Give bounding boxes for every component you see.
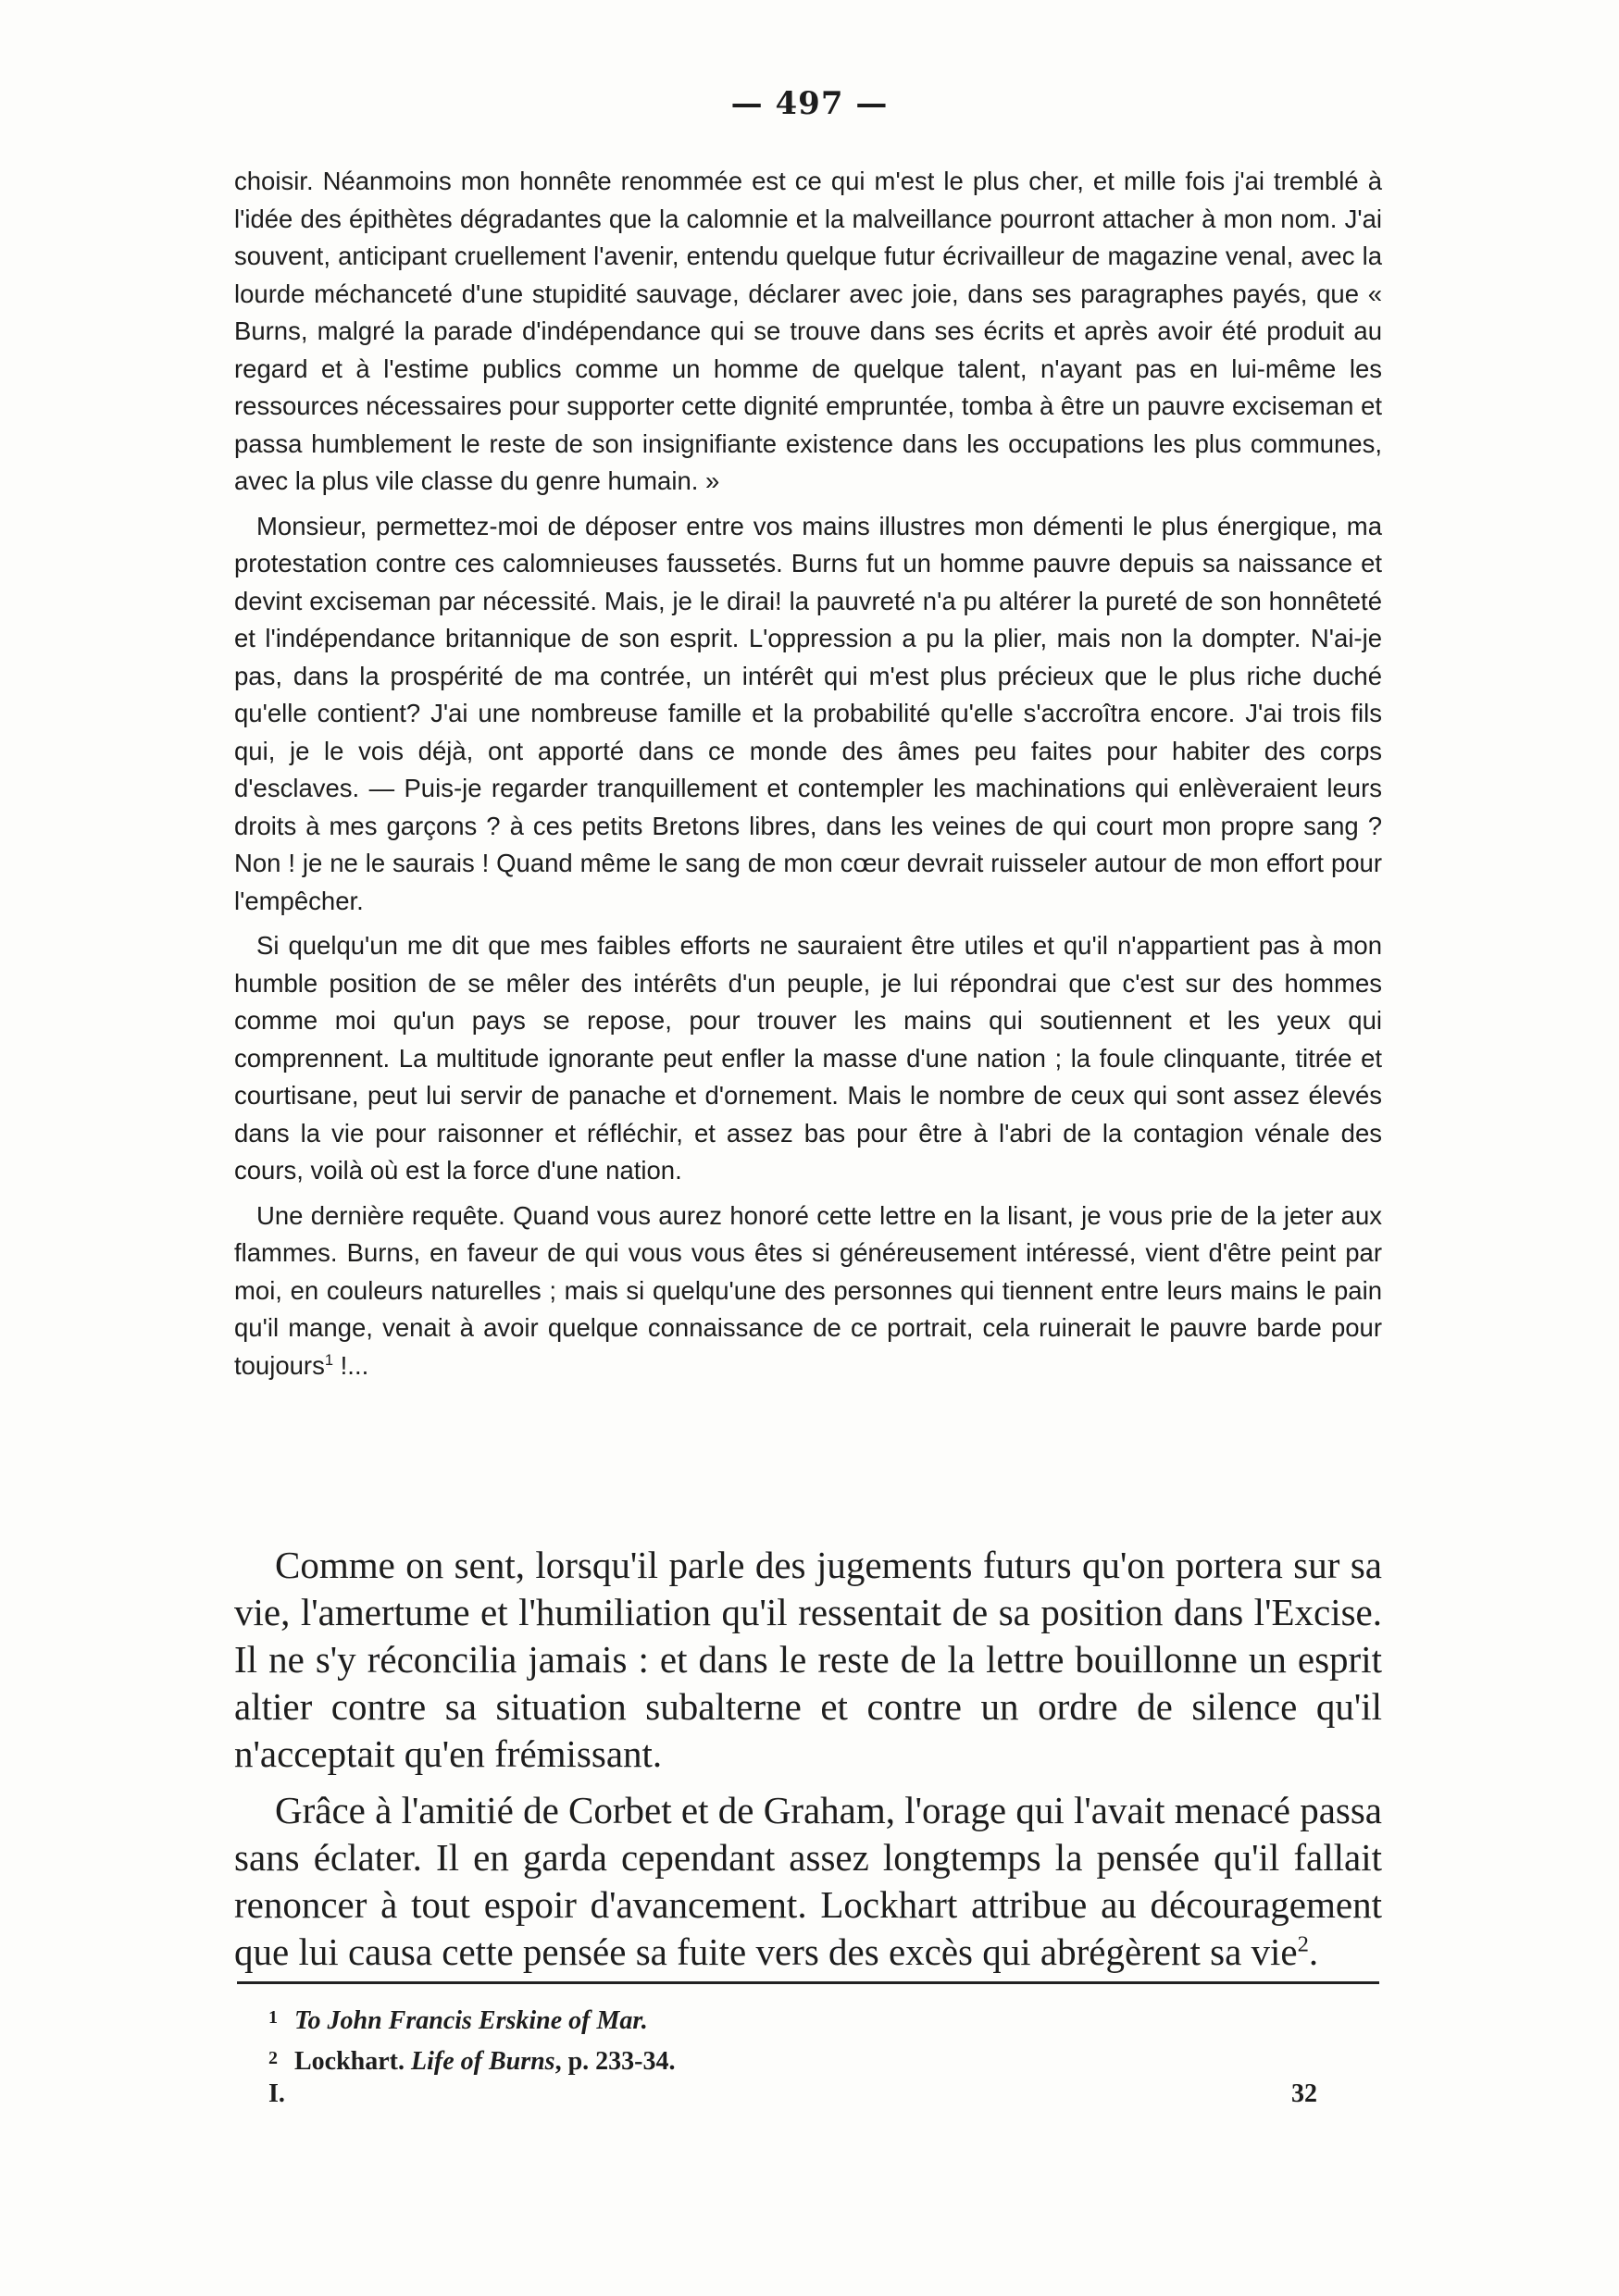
- footnote-ref-2[interactable]: 2: [1297, 1931, 1309, 1957]
- quote-paragraph-1: choisir. Néanmoins mon honnête renommée est ce qui m'est le plus cher, et mille fois j'ai tremblé à l'idée des épithètes dégradantes que la calomnie et la malveillance pourront attacher à mon nom. J'ai souvent, anticipant cruellement l'avenir, entendu quelque futur écrivailleur de magazine venal, avec la lourde méchanceté d'une stupidité sauvage, déclarer avec joie, dans ses paragraphes payés, que « Burns, malgré la parade d'indépendance qui se trouve dans ses écrits et après avoir été produit au regard et à l'estime publics comme un homme de quelque talent, n'ayant pas en lui-même les ressources nécessaires pour supporter cette dignité empruntée, tomba à être un pauvre exciseman et passa humblement le reste de son insignifiante existence dans les occupations les plus communes, avec la plus vile classe du genre humain. »: [234, 167, 1382, 495]
- quote-paragraph-2: Monsieur, permettez-moi de déposer entre vos mains illustres mon démenti le plus énergique, ma protestation contre ces calomnieuses faussetés. Burns fut un homme pauvre depuis sa naissance et devint exciseman par nécessité. Mais, je le dirai! la pauvreté n'a pu altérer la pureté de son honnêteté et l'indépendance britannique de son esprit. L'oppression a pu la plier, mais non la dompter. N'ai-je pas, dans la prospérité de ma contrée, un intérêt qui m'est plus précieux que le plus riche duché qu'elle contient? J'ai une nombreuse famille et la probabilité qu'elle s'accroîtra encore. J'ai trois fils qui, je le vois déjà, ont apporté dans ce monde des âmes peu faites pour habiter des corps d'esclaves. — Puis-je regarder tranquillement et contempler les machinations qui enlèveraient leurs droits à mes garçons ? à ces petits Bretons libres, dans les veines de qui court mon propre sang ? Non ! je ne le saurais ! Quand même le sang de mon cœur devrait ruisseler autour de mon effort pour l'empêcher.: [234, 511, 1382, 915]
- body-paragraph-1: Comme on sent, lorsqu'il parle des jugements futurs qu'on portera sur sa vie, l'amertume et l'humiliation qu'il ressentait de sa position dans l'Excise. Il ne s'y réconcilia jamais : et dans le reste de la lettre bouillonne un esprit altier contre sa situation subalterne et contre un ordre de silence qu'il n'acceptait qu'en frémissant.: [234, 1544, 1382, 1775]
- footnote-1: [268, 1999, 1333, 2040]
- body-paragraph-2-text: Grâce à l'amitié de Corbet et de Graham, l'orage qui l'avait menacé passa sans éclater. Il en garda cependant assez longtemps la pensée qu'il fallait renoncer à tout espoir d'avancement. Lockhart attribue au découragement que lui causa cette pensée sa fuite vers des excès qui abrégèrent sa vie: [234, 1789, 1382, 1973]
- body-paragraph-2-tail: .: [1308, 1930, 1319, 1973]
- page-number: — 497 —: [730, 85, 889, 122]
- footnote-2-title: Life of Burns: [411, 2047, 555, 2076]
- quote-paragraph-3: Si quelqu'un me dit que mes faibles efforts ne sauraient être utiles et qu'il n'appartient pas à mon humble position de se mêler des intérêts d'un peuple, je lui répondrai que c'est sur des hommes comme moi qu'un pays se repose, pour trouver les mains qui soutiennent et les yeux qui comprennent. La multitude ignorante peut enfler la masse d'une nation ; la foule clinquante, titrée et courtisane, peut lui servir de panache et d'ornement. Mais le nombre de ceux qui sont assez élevés dans la vie pour raisonner et réfléchir, et assez bas pour être à l'abri de la contagion vénale des cours, voilà où est la force d'une nation.: [234, 931, 1382, 1185]
- footnote-1-title: To John Francis Erskine of Mar.: [294, 2006, 648, 2035]
- footnote-2: [268, 2040, 1333, 2080]
- body-paragraph-2: [234, 1787, 1382, 1976]
- signature-mark: I.: [268, 2079, 285, 2108]
- footnote-divider: [237, 1981, 1379, 1984]
- quote-paragraph-4-tail: !...: [333, 1350, 369, 1380]
- quote-paragraph-4-text: Une dernière requête. Quand vous aurez honoré cette lettre en la lisant, je vous prie de la jeter aux flammes. Burns, en faveur de qui vous vous êtes si généreusement intéressé, vient d'être peint par moi, en couleurs naturelles ; mais si quelqu'une des personnes qui tiennent entre leurs mains le pain qu'il mange, venait à avoir quelque connaissance de ce portrait, cela ruinerait le pauvre barde pour toujours: [234, 1200, 1382, 1380]
- footnote-2-marker: 2: [268, 2048, 278, 2068]
- footnote-2-pages: , p. 233-34.: [554, 2047, 676, 2076]
- quote-paragraph-4: [234, 1198, 1382, 1385]
- footnote-1-marker: 1: [268, 2007, 278, 2028]
- quoted-letter-block: [234, 163, 1382, 1392]
- footnotes: [268, 1999, 1333, 2080]
- body-text-block: [234, 1542, 1382, 1985]
- sheet-number: 32: [1291, 2079, 1317, 2108]
- footnote-2-author: Lockhart.: [294, 2047, 411, 2076]
- footnote-ref-1[interactable]: 1: [324, 1351, 334, 1369]
